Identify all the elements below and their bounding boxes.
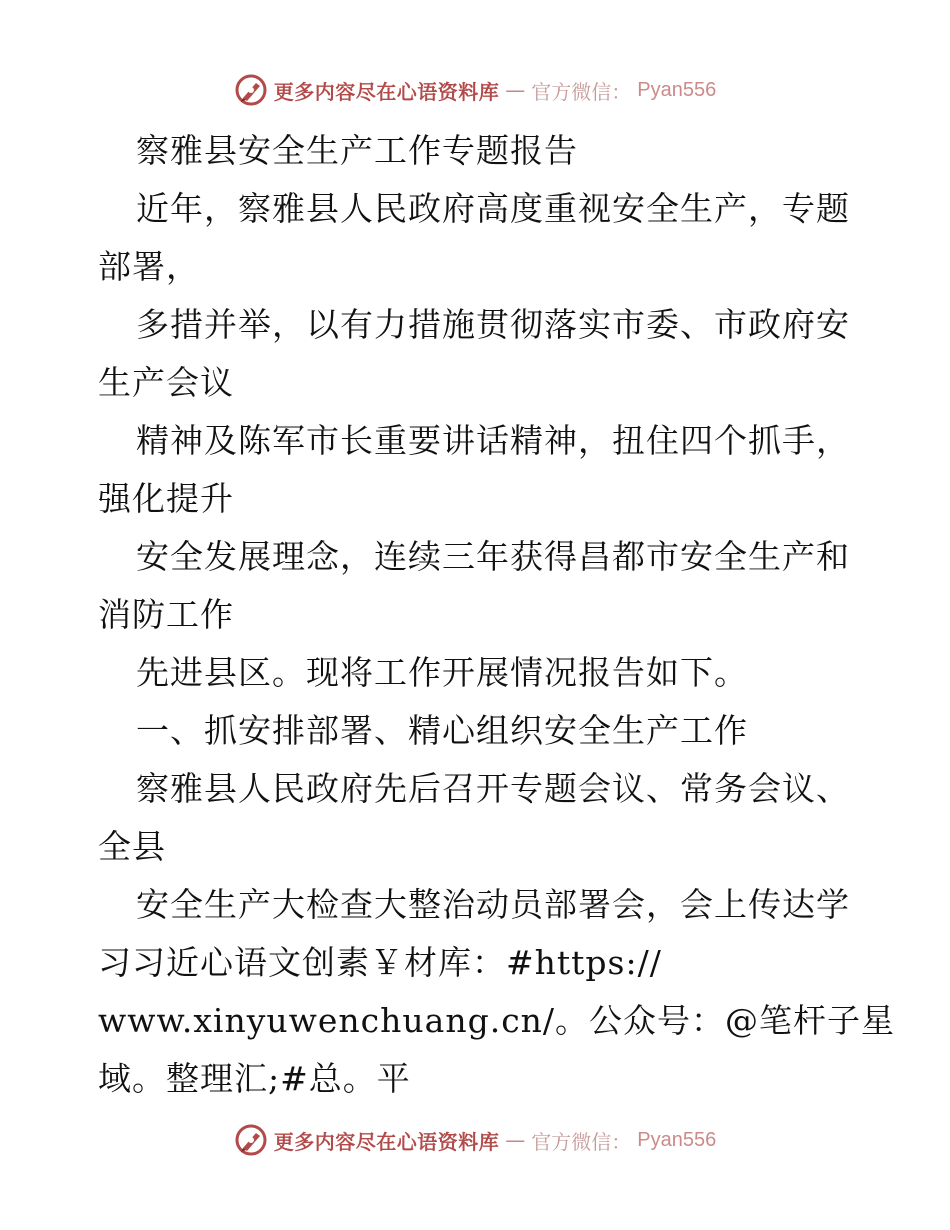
footer-watermark-banner xyxy=(0,1120,950,1160)
paragraph-line: 全县 xyxy=(98,827,166,866)
document-body xyxy=(98,122,896,1108)
paragraph-line: 域。整理汇;#总。平 xyxy=(98,1059,411,1098)
paragraph-line: 生产会议 xyxy=(98,363,234,402)
banner-wechat-id: Pyan556 xyxy=(637,1128,717,1151)
header-watermark-banner xyxy=(0,70,950,110)
paragraph-line: 安全生产大检查大整治动员部署会，会上传达学 xyxy=(136,885,850,924)
paragraph-line: 察雅县人民政府先后召开专题会议、常务会议、 xyxy=(136,769,850,808)
paragraph-line: 先进县区。现将工作开展情况报告如下。 xyxy=(136,653,748,692)
paragraph-line: www.xinyuwenchuang.cn/。公众号：@笔杆子星 xyxy=(98,1001,896,1040)
doc-title: 察雅县安全生产工作专题报告 xyxy=(136,131,578,170)
banner-dash: — xyxy=(505,1128,526,1152)
banner-wechat-label: 官方微信： xyxy=(531,1129,632,1154)
paragraph-line: 精神及陈军市长重要讲话精神，扭住四个抓手， xyxy=(136,421,850,460)
banner-main-text: 更多内容尽在心语资料库 xyxy=(273,1129,500,1154)
pen-logo-icon xyxy=(234,73,268,107)
paragraph-line: 强化提升 xyxy=(98,479,234,518)
paragraph-line: 安全发展理念，连续三年获得昌都市安全生产和 xyxy=(136,537,850,576)
paragraph-line: 近年，察雅县人民政府高度重视安全生产，专题 xyxy=(136,189,850,228)
section-heading: 一、抓安排部署、精心组织安全生产工作 xyxy=(136,711,748,750)
paragraph-line: 习习近心语文创素￥材库：#https:// xyxy=(98,943,662,982)
paragraph-line: 多措并举，以有力措施贯彻落实市委、市政府安 xyxy=(136,305,850,344)
banner-dash: — xyxy=(505,78,526,102)
paragraph-line: 部署， xyxy=(98,247,200,286)
banner-wechat-label: 官方微信： xyxy=(531,79,632,104)
banner-wechat-id: Pyan556 xyxy=(637,78,717,101)
pen-logo-icon xyxy=(234,1123,268,1157)
banner-main-text: 更多内容尽在心语资料库 xyxy=(273,79,500,104)
paragraph-line: 消防工作 xyxy=(98,595,234,634)
